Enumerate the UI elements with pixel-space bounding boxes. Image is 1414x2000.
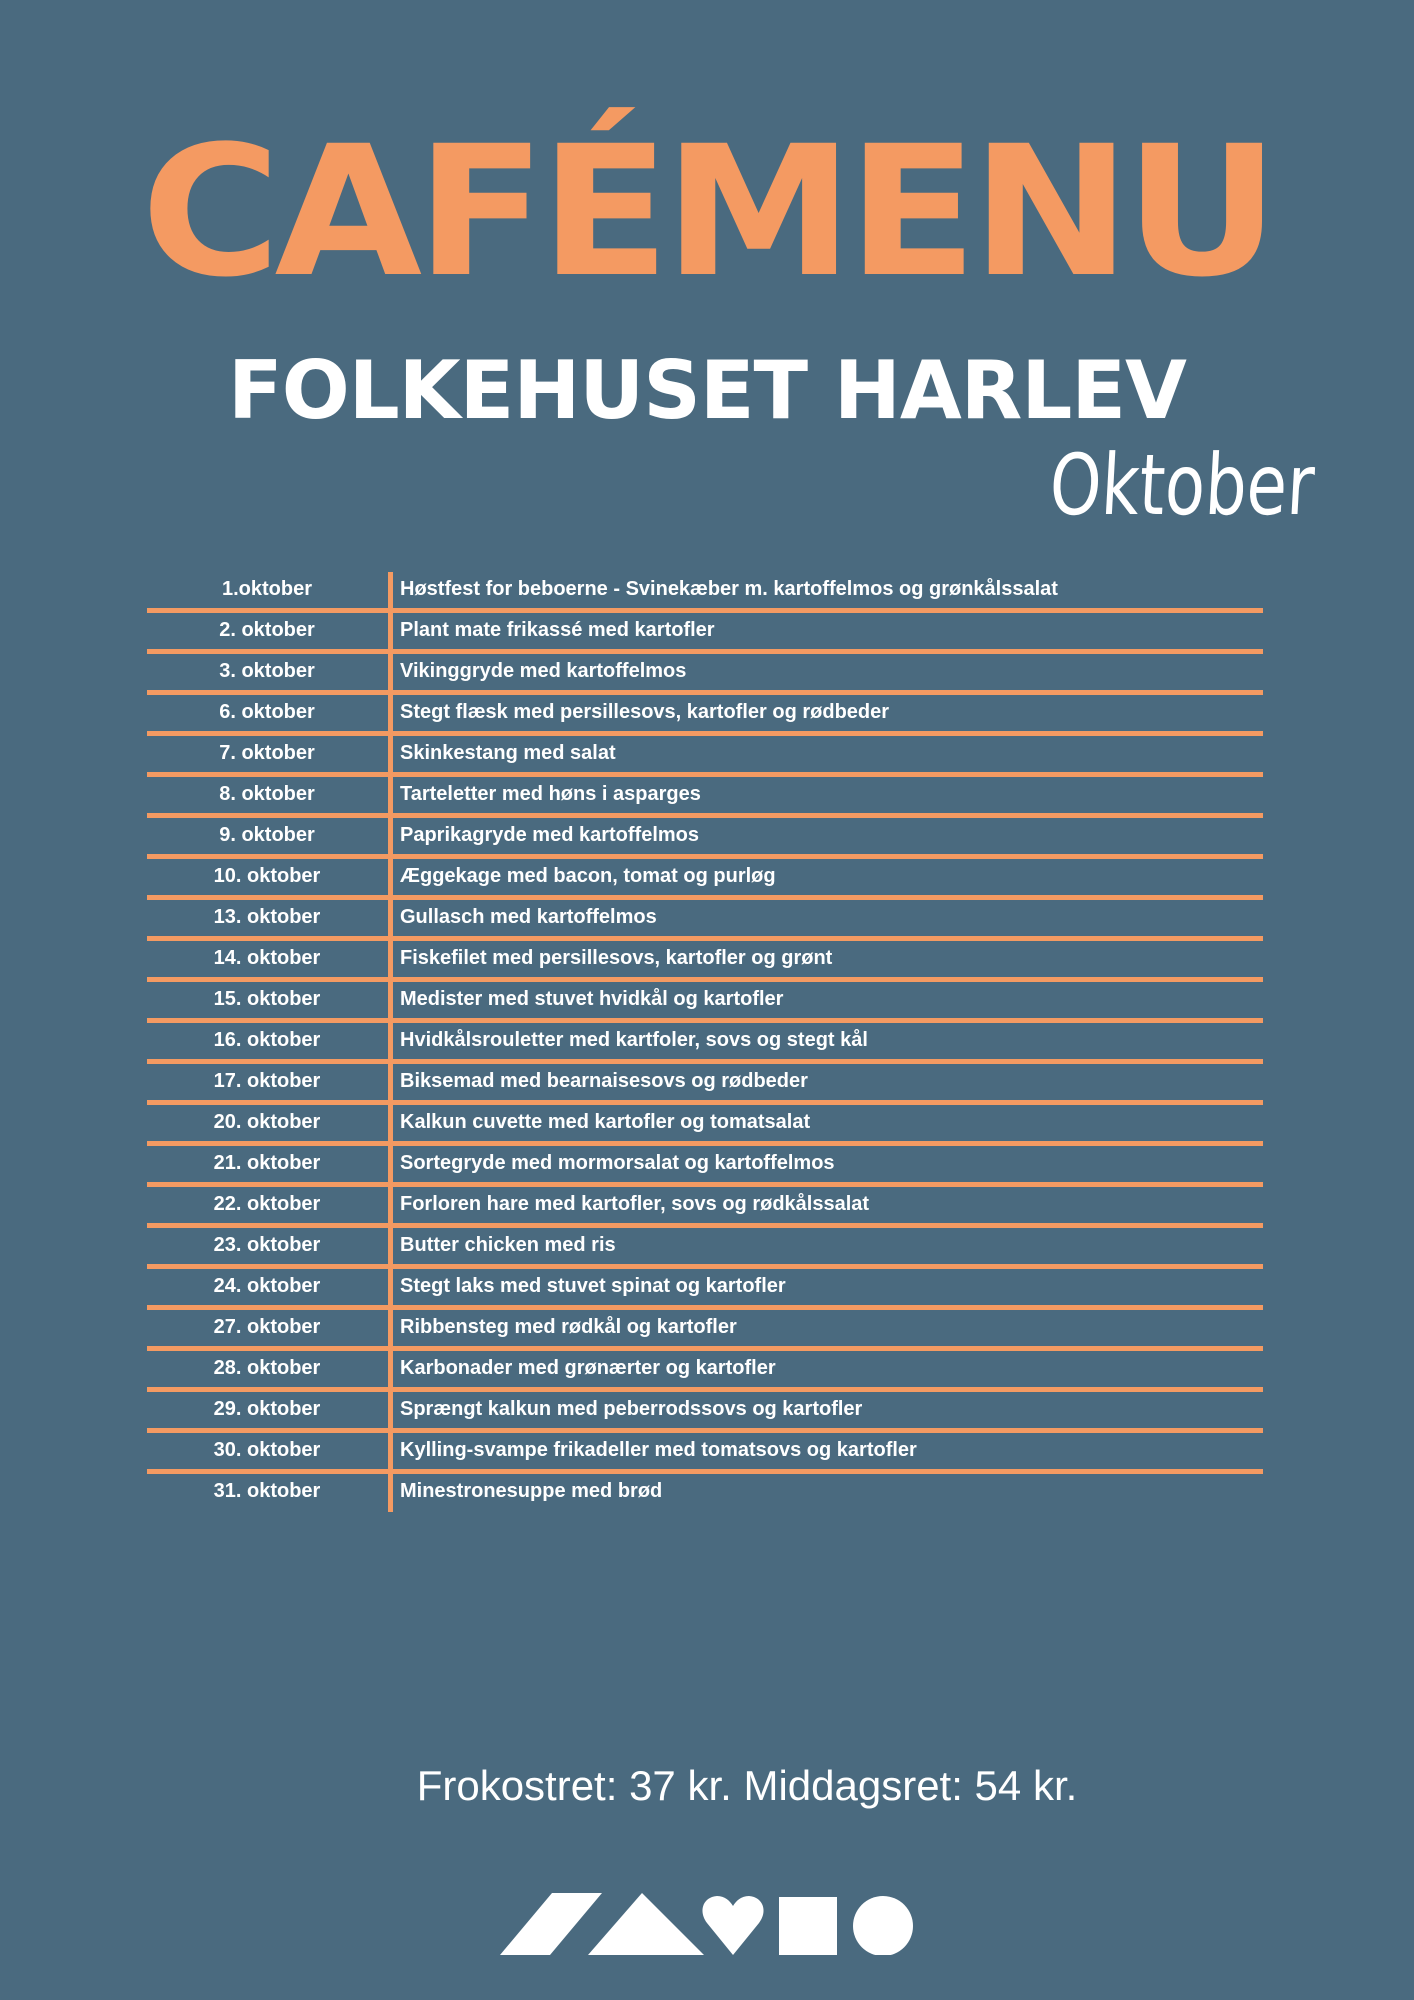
menu-date: 16. oktober (213, 1029, 321, 1051)
menu-row (147, 695, 1263, 736)
menu-date: 31. oktober (213, 1480, 321, 1502)
parallelogram-shape-icon (500, 1893, 602, 1955)
menu-dish: Høstfest for beboerne - Svinekæber m. kartoffelmos og grønkålssalat (400, 578, 1058, 600)
menu-date: 24. oktober (213, 1275, 321, 1297)
menu-row (147, 654, 1263, 695)
menu-date: 1.oktober (221, 578, 313, 600)
menu-row (147, 1474, 1263, 1520)
menu-row (147, 1105, 1263, 1146)
menu-date: 17. oktober (213, 1070, 321, 1092)
menu-dish: Gullasch med kartoffelmos (400, 906, 657, 928)
square-shape-icon (779, 1897, 837, 1955)
menu-dish: Karbonader med grønærter og kartofler (400, 1357, 776, 1379)
menu-dish: Sprængt kalkun med peberrodssovs og kartofler (400, 1398, 863, 1420)
menu-dish: Biksemad med bearnaisesovs og rødbeder (400, 1070, 808, 1092)
menu-dish: Sortegryde med mormorsalat og kartoffelmos (400, 1152, 835, 1174)
menu-row (147, 1310, 1263, 1351)
menu-date: 27. oktober (213, 1316, 321, 1338)
menu-row (147, 1392, 1263, 1433)
heart-shape-icon (702, 1896, 763, 1955)
folkehuset-logo (500, 1893, 920, 1955)
menu-dish: Forloren hare med kartofler, sovs og rødkålssalat (400, 1193, 870, 1215)
month-label: Oktober (1047, 436, 1317, 534)
menu-row (147, 1023, 1263, 1064)
menu-row (147, 900, 1263, 941)
menu-row (147, 1269, 1263, 1310)
menu-dish: Stegt flæsk med persillesovs, kartofler og rødbeder (400, 701, 890, 723)
menu-date: 14. oktober (213, 947, 321, 969)
menu-dish: Ribbensteg med rødkål og kartofler (400, 1316, 737, 1338)
menu-row (147, 613, 1263, 654)
menu-row (147, 777, 1263, 818)
menu-row (147, 859, 1263, 900)
menu-date: 28. oktober (213, 1357, 321, 1379)
menu-dish: Plant mate frikassé med kartofler (400, 619, 715, 641)
menu-date: 3. oktober (219, 660, 315, 682)
menu-dish: Vikinggryde med kartoffelmos (400, 660, 687, 682)
price-info: Frokostret: 37 kr. Middagsret: 54 kr. (416, 1762, 1078, 1809)
menu-date: 30. oktober (213, 1439, 321, 1461)
menu-date: 6. oktober (219, 701, 315, 723)
menu-row (147, 572, 1263, 613)
menu-dish: Hvidkålsrouletter med kartfoler, sovs og stegt kål (400, 1029, 868, 1051)
menu-dish: Tarteletter med høns i asparges (400, 783, 701, 805)
menu-date: 15. oktober (213, 988, 321, 1010)
triangle-shape-icon (588, 1893, 704, 1955)
circle-shape-icon (853, 1896, 913, 1955)
menu-date: 2. oktober (219, 619, 315, 641)
menu-dish: Stegt laks med stuvet spinat og kartofler (400, 1275, 786, 1297)
menu-row (147, 1187, 1263, 1228)
menu-dish: Kylling-svampe frikadeller med tomatsovs og kartofler (400, 1439, 917, 1461)
menu-row (147, 1433, 1263, 1474)
menu-date: 8. oktober (219, 783, 315, 805)
menu-dish: Fiskefilet med persillesovs, kartofler og grønt (400, 947, 833, 969)
menu-date: 13. oktober (213, 906, 321, 928)
menu-dish: Paprikagryde med kartoffelmos (400, 824, 699, 846)
menu-date: 9. oktober (219, 824, 315, 846)
menu-dish: Minestronesuppe med brød (400, 1480, 663, 1502)
menu-row (147, 1146, 1263, 1187)
menu-row (147, 941, 1263, 982)
page-title: CAFÉMENU (140, 108, 1274, 317)
menu-row (147, 818, 1263, 859)
menu-date: 22. oktober (213, 1193, 321, 1215)
menu-row (147, 982, 1263, 1023)
menu-dish: Kalkun cuvette med kartofler og tomatsalat (400, 1111, 811, 1133)
menu-date: 10. oktober (213, 865, 321, 887)
menu-row (147, 1351, 1263, 1392)
menu-row (147, 1228, 1263, 1269)
menu-dish: Butter chicken med ris (400, 1234, 616, 1256)
menu-row (147, 1064, 1263, 1105)
menu-date: 20. oktober (213, 1111, 321, 1133)
menu-dish: Æggekage med bacon, tomat og purløg (400, 865, 776, 887)
venue-name: FOLKEHUSET HARLEV (228, 344, 1186, 437)
menu-row (147, 736, 1263, 777)
menu-date: 7. oktober (219, 742, 315, 764)
menu-table (147, 572, 1263, 1520)
menu-date: 23. oktober (213, 1234, 321, 1256)
menu-date: 29. oktober (213, 1398, 321, 1420)
menu-dish: Medister med stuvet hvidkål og kartofler (400, 988, 784, 1010)
menu-dish: Skinkestang med salat (400, 742, 616, 764)
menu-date: 21. oktober (213, 1152, 321, 1174)
